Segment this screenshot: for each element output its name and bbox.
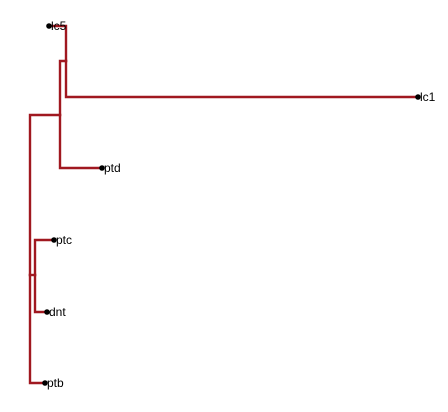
tip-ptc: [51, 233, 72, 247]
tip-label: ptc: [56, 233, 73, 247]
tip-lc1: [415, 90, 435, 104]
branch-dnt: [35, 275, 47, 312]
tip-ptd: [99, 161, 120, 175]
tip-label: ptd: [104, 161, 121, 175]
branch-lc1: [66, 61, 418, 97]
branch-ptd: [60, 115, 102, 168]
tip-dnt: [44, 305, 66, 319]
tip-label: ptb: [47, 376, 64, 390]
tip-label: dnt: [49, 305, 66, 319]
branch-ptc: [35, 240, 54, 275]
tip-ptb: [42, 376, 64, 390]
branch-ptb: [30, 275, 45, 383]
tip-label: lc5: [51, 19, 67, 33]
tip-lc5: [46, 19, 66, 33]
tip-label: lc1: [420, 90, 436, 104]
